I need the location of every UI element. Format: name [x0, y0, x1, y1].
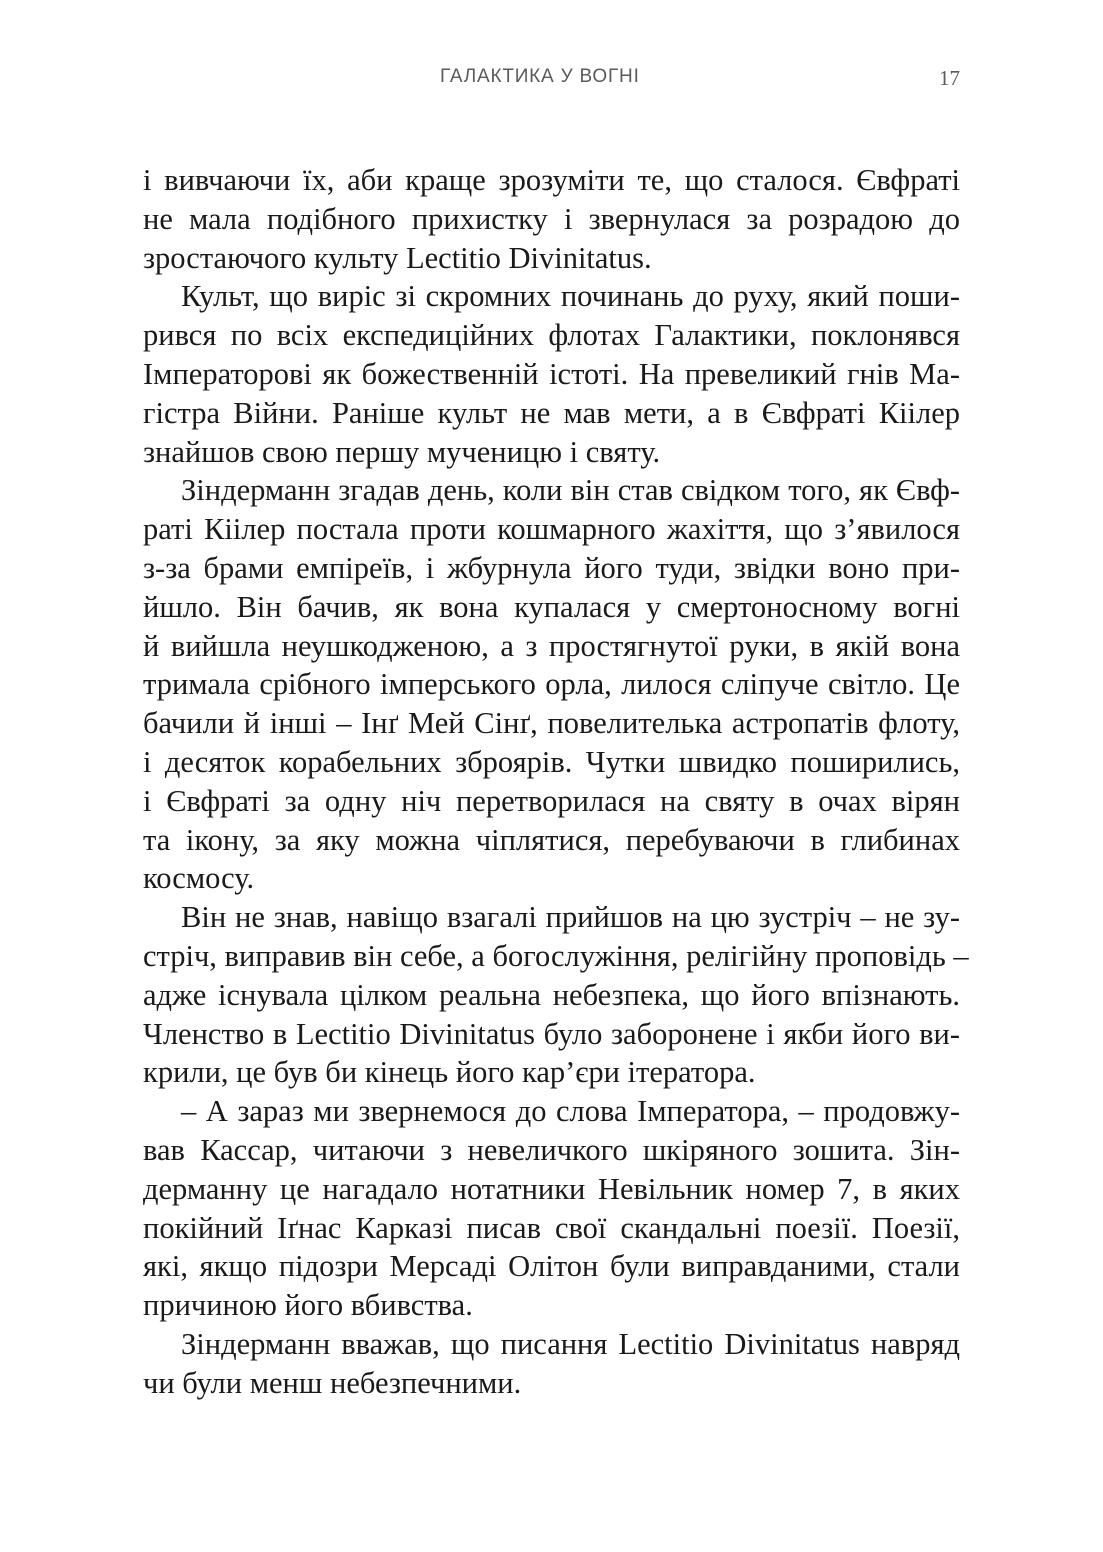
text-line: раті Кіілер постала проти кошмарного жахіття, що з’явилося: [143, 512, 960, 547]
text-line: гістра Війни. Раніше культ не мав мети, а в Євфраті Кіілер: [143, 395, 960, 430]
text-line: зростаючого культу Lectitio Divinitatus.: [143, 240, 652, 275]
text-line: стріч, виправив він себе, а богослужіння, релігійну проповідь –: [143, 938, 969, 973]
paragraph: [143, 471, 960, 898]
text-line: і вивчаючи їх, аби краще зрозуміти те, що сталося. Євфраті: [143, 163, 960, 197]
text-line: знайшов свою першу мученицю і святу.: [143, 434, 661, 469]
text-line: адже існувала цілком реальна небезпека, що його впізнають.: [143, 977, 960, 1012]
text-line: і десяток корабельних зброярів. Чутки швидко поширились,: [143, 744, 960, 779]
text-line: дерманну це нагадало нотатники Невільник номер 7, в яких: [143, 1171, 960, 1206]
text-line: і Євфраті за одну ніч перетворилася на святу в очах вірян: [143, 783, 960, 818]
paragraph: [143, 1092, 960, 1325]
text-line: та ікону, за яку можна чіплятися, перебуваючи в глибинах: [143, 822, 960, 857]
text-line: покійний Іґнас Карказі писав свої скандальні поезії. Поезії,: [143, 1210, 960, 1245]
text-line: йшло. Він бачив, як вона купалася у смертоносному вогні: [143, 589, 960, 624]
text-line: з-за брами емпіреїв, і жбурнула його туди, звідки воно при-: [143, 550, 960, 585]
paragraph: [143, 277, 960, 471]
text-line: вав Кассар, читаючи з невеличкого шкіряного зошита. Зін-: [143, 1132, 960, 1167]
text-line: які, якщо підозри Мерсаді Олітон були виправданими, стали: [143, 1249, 960, 1284]
text-line: не мала подібного прихистку і звернулася за розрадою до: [143, 201, 960, 236]
text-line: бачили й інші – Інґ Мей Сінґ, повелителька астропатів флоту,: [143, 706, 960, 741]
paragraph: [143, 1325, 960, 1403]
text-line: крили, це був би кінець його кар’єри ітератора.: [143, 1055, 756, 1090]
text-line: Культ, що виріс зі скромних починань до руху, який поши-: [181, 279, 960, 314]
text-line: космосу.: [143, 861, 255, 896]
paragraph: [143, 898, 969, 1092]
text-line: тримала срібного імперського орла, лилося сліпуче світло. Це: [143, 667, 960, 702]
body-text: [143, 161, 969, 1403]
text-line: чи були менш небезпечними.: [143, 1365, 522, 1400]
text-line: причиною його вбивства.: [143, 1288, 473, 1323]
text-line: й вийшла неушкодженою, а з простягнутої руки, в якій вона: [143, 628, 960, 663]
text-line: рився по всіх експедиційних флотах Галактики, поклонявся: [143, 318, 960, 353]
text-line: Він не знав, навіщо взагалі прийшов на цю зустріч – не зу-: [181, 900, 960, 935]
text-line: – А зараз ми звернемося до слова Імператора, – продовжу-: [181, 1094, 960, 1129]
text-line: Членство в Lectitio Divinitatus було заборонене і якби його ви-: [143, 1016, 960, 1051]
running-title: ГАЛАКТИКА У ВОГНІ: [440, 66, 640, 87]
text-line: Зіндерманн згадав день, коли він став свідком того, як Євф-: [181, 473, 960, 508]
page-number: 17: [939, 66, 960, 90]
paragraph: [143, 161, 960, 277]
text-line: Імператорові як божественній істоті. На превеликий гнів Ма-: [143, 356, 960, 391]
text-line: Зіндерманн вважав, що писання Lectitio Divinitatus навряд: [181, 1326, 960, 1361]
